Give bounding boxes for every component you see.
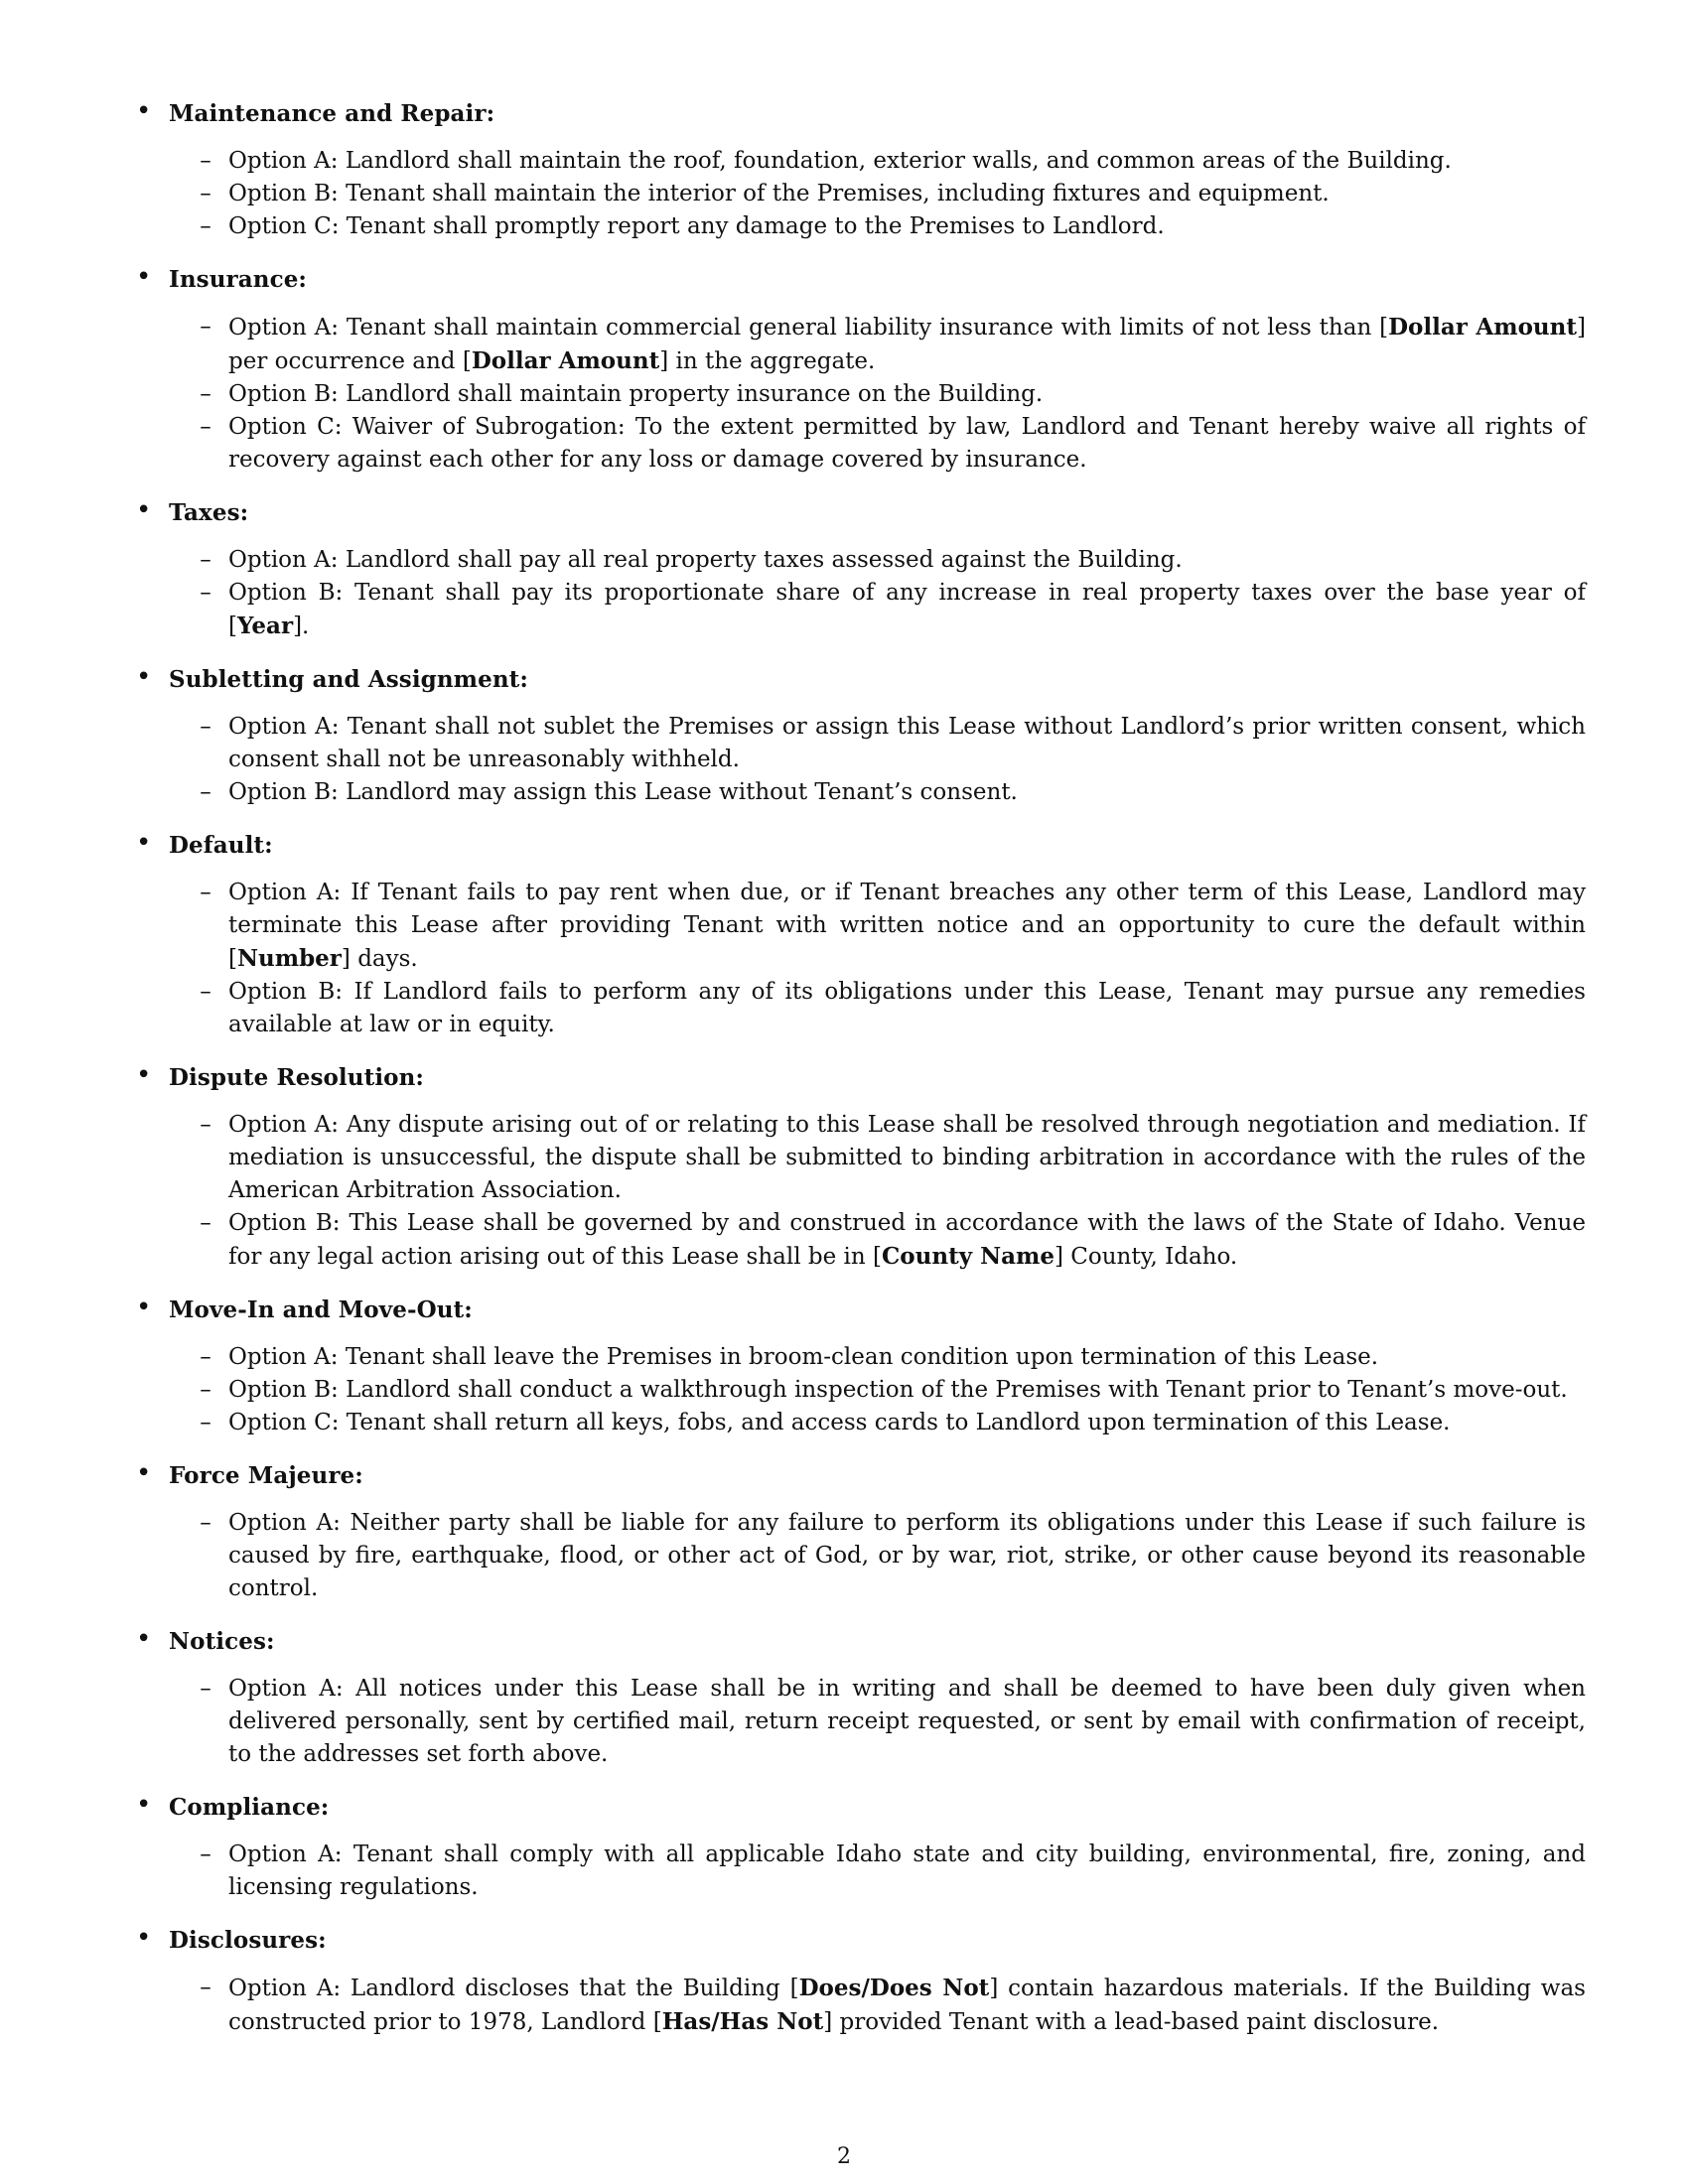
- option-item: [200, 1341, 1586, 1374]
- bullet-icon: •: [136, 1293, 152, 1322]
- option-list: [136, 1972, 1586, 2039]
- option-item: [200, 210, 1586, 243]
- section-title: Insurance:: [169, 266, 308, 293]
- option-item: [200, 776, 1586, 809]
- option-text: Option A: Tenant shall not sublet the Premises or assign this Lease without Landlord’s prior written consent, which consent shall not be unreasonably withheld.: [228, 714, 1586, 772]
- option-text: Option C: Tenant shall return all keys, fobs, and access cards to Landlord upon termination of this Lease.: [228, 1410, 1451, 1435]
- page-number: 2: [837, 2144, 851, 2169]
- option-text: Option B: Tenant shall pay its proportionate share of any increase in real property taxes over the base year of [Year].: [228, 580, 1586, 639]
- section-title: Maintenance and Repair:: [169, 100, 495, 127]
- dash-icon: –: [200, 1377, 211, 1403]
- option-item: [200, 1407, 1586, 1439]
- dash-icon: –: [200, 181, 211, 206]
- option-item: [200, 145, 1586, 178]
- option-text: Option B: Landlord may assign this Lease without Tenant’s consent.: [228, 779, 1018, 805]
- dash-icon: –: [200, 1510, 211, 1536]
- dash-icon: –: [200, 547, 211, 573]
- dash-icon: –: [200, 580, 211, 606]
- option-text: Option B: Tenant shall maintain the interior of the Premises, including fixtures and equipment.: [228, 181, 1330, 206]
- dash-icon: –: [200, 314, 211, 340]
- section-notices: [136, 1625, 1586, 1771]
- section-insurance: [136, 263, 1586, 477]
- option-text: Option C: Tenant shall promptly report any damage to the Premises to Landlord.: [228, 213, 1165, 239]
- dash-icon: –: [200, 414, 211, 440]
- dash-icon: –: [200, 148, 211, 174]
- option-text: Option A: Landlord shall pay all real property taxes assessed against the Building.: [228, 547, 1183, 573]
- bullet-icon: •: [136, 828, 152, 858]
- option-text: Option A: Neither party shall be liable for any failure to perform its obligations under this Lease if such failure is caused by fire, earthquake, flood, or other act of God, or by war, riot, strike, or other cause beyond its reasonable control.: [228, 1510, 1586, 1601]
- placeholder-field: County Name: [882, 1243, 1055, 1270]
- option-list: [136, 145, 1586, 243]
- dash-icon: –: [200, 381, 211, 407]
- section-title: Taxes:: [169, 499, 249, 526]
- section-title: Notices:: [169, 1628, 275, 1655]
- dash-icon: –: [200, 880, 211, 905]
- section-compliance: [136, 1791, 1586, 1904]
- dash-icon: –: [200, 1112, 211, 1138]
- placeholder-field: Number: [236, 945, 342, 972]
- option-list: [136, 877, 1586, 1041]
- option-list: [136, 1673, 1586, 1771]
- option-item: [200, 976, 1586, 1041]
- section-taxes: [136, 496, 1586, 643]
- bullet-icon: •: [136, 1458, 152, 1488]
- dash-icon: –: [200, 714, 211, 740]
- bullet-icon: •: [136, 495, 152, 525]
- option-item: [200, 711, 1586, 776]
- placeholder-field: Dollar Amount: [1388, 314, 1577, 341]
- section-subletting-and-assignment: [136, 663, 1586, 809]
- option-list: [136, 1341, 1586, 1439]
- dash-icon: –: [200, 1210, 211, 1236]
- section-disclosures: [136, 1924, 1586, 2039]
- option-text: Option A: All notices under this Lease shall be in writing and shall be deemed to have been duly given when delivered personally, sent by certified mail, return receipt requested, or sent by email with confirmation of receipt, to the addresses set forth above.: [228, 1676, 1586, 1767]
- dash-icon: –: [200, 1676, 211, 1702]
- dash-icon: –: [200, 1842, 211, 1867]
- option-text: Option B: This Lease shall be governed by and construed in accordance with the laws of the State of Idaho. Venue for any legal action arising out of this Lease shall be in [County Name] County, Idaho.: [228, 1210, 1586, 1270]
- option-item: [200, 544, 1586, 577]
- option-list: [136, 1507, 1586, 1605]
- bullet-icon: •: [136, 262, 152, 292]
- dash-icon: –: [200, 213, 211, 239]
- bullet-icon: •: [136, 96, 152, 126]
- placeholder-field: Has/Has Not: [661, 2008, 824, 2035]
- option-item: [200, 178, 1586, 210]
- option-text: Option B: If Landlord fails to perform any of its obligations under this Lease, Tenant may pursue any remedies available at law or in equity.: [228, 979, 1586, 1037]
- option-text: Option A: If Tenant fails to pay rent when due, or if Tenant breaches any other term of this Lease, Landlord may terminate this Lease after providing Tenant with written notice and an opportunity to cure the default within [Number] days.: [228, 880, 1586, 972]
- section-default: [136, 829, 1586, 1041]
- bullet-icon: •: [136, 1060, 152, 1090]
- section-title: Dispute Resolution:: [169, 1064, 425, 1091]
- option-item: [200, 411, 1586, 477]
- section-title: Default:: [169, 832, 273, 859]
- placeholder-field: Dollar Amount: [471, 347, 660, 374]
- dash-icon: –: [200, 979, 211, 1005]
- section-title: Move-In and Move-Out:: [169, 1297, 473, 1323]
- section-title: Force Majeure:: [169, 1462, 363, 1489]
- option-text: Option A: Tenant shall leave the Premises in broom-clean condition upon termination of this Lease.: [228, 1344, 1379, 1370]
- option-item: [200, 1839, 1586, 1904]
- option-text: Option A: Tenant shall comply with all applicable Idaho state and city building, environmental, fire, zoning, and licensing regulations.: [228, 1842, 1586, 1900]
- option-text: Option A: Landlord discloses that the Building [Does/Does Not] contain hazardous materials. If the Building was constructed prior to 1978, Landlord [Has/Has Not] provided Tenant with a lead-based paint disclosure.: [228, 1975, 1586, 2035]
- option-item: [200, 1207, 1586, 1274]
- option-list: [136, 711, 1586, 809]
- option-list: [136, 544, 1586, 643]
- lease-options-list: [136, 97, 1586, 2059]
- section-title: Subletting and Assignment:: [169, 666, 528, 693]
- section-move-in-and-move-out: [136, 1294, 1586, 1439]
- option-item: [200, 1109, 1586, 1207]
- bullet-icon: •: [136, 662, 152, 692]
- option-list: [136, 1839, 1586, 1904]
- bullet-icon: •: [136, 1790, 152, 1820]
- option-item: [200, 577, 1586, 643]
- option-list: [136, 311, 1586, 477]
- section-dispute-resolution: [136, 1061, 1586, 1274]
- option-text: Option B: Landlord shall conduct a walkthrough inspection of the Premises with Tenant prior to Tenant’s move-out.: [228, 1377, 1568, 1403]
- bullet-icon: •: [136, 1923, 152, 1953]
- option-item: [200, 877, 1586, 976]
- option-text: Option C: Waiver of Subrogation: To the extent permitted by law, Landlord and Tenant hereby waive all rights of recovery against each other for any loss or damage covered by insurance.: [228, 414, 1586, 473]
- option-text: Option B: Landlord shall maintain property insurance on the Building.: [228, 381, 1044, 407]
- dash-icon: –: [200, 1975, 211, 2000]
- placeholder-field: Year: [236, 613, 294, 639]
- dash-icon: –: [200, 1344, 211, 1370]
- option-item: [200, 311, 1586, 378]
- section-title: Compliance:: [169, 1794, 330, 1821]
- option-item: [200, 1972, 1586, 2039]
- option-text: Option A: Landlord shall maintain the roof, foundation, exterior walls, and common areas of the Building.: [228, 148, 1452, 174]
- option-item: [200, 1374, 1586, 1407]
- section-title: Disclosures:: [169, 1927, 327, 1954]
- section-force-majeure: [136, 1459, 1586, 1605]
- option-text: Option A: Tenant shall maintain commercial general liability insurance with limits of not less than [Dollar Amount] per occurrence and [Dollar Amount] in the aggregate.: [228, 314, 1586, 374]
- option-item: [200, 1507, 1586, 1605]
- option-item: [200, 378, 1586, 411]
- section-maintenance-and-repair: [136, 97, 1586, 243]
- placeholder-field: Does/Does Not: [798, 1975, 990, 2001]
- option-list: [136, 1109, 1586, 1274]
- dash-icon: –: [200, 779, 211, 805]
- bullet-icon: •: [136, 1624, 152, 1654]
- dash-icon: –: [200, 1410, 211, 1435]
- option-item: [200, 1673, 1586, 1771]
- option-text: Option A: Any dispute arising out of or relating to this Lease shall be resolved through negotiation and mediation. If mediation is unsuccessful, the dispute shall be submitted to binding arbitration in accordance with the rules of the American Arbitration Association.: [228, 1112, 1586, 1203]
